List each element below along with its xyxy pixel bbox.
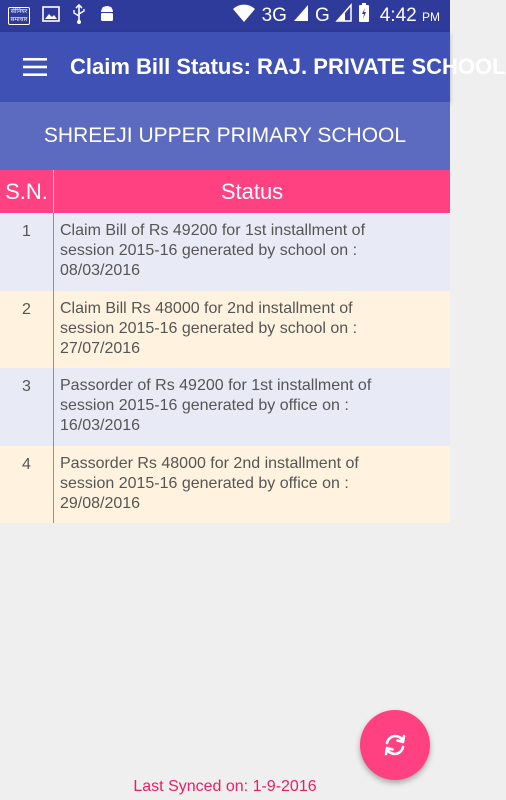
row-sn: 4: [0, 446, 54, 524]
network-g-label: G: [314, 5, 330, 26]
row-sn: 3: [0, 368, 54, 446]
usb-icon: [72, 4, 86, 29]
row-sn: 2: [0, 291, 54, 369]
status-bar: [0, 0, 450, 32]
network-3g-label: 3G: [261, 5, 287, 26]
signal-icon: [293, 4, 309, 28]
app-logo-icon: सीनियर समाचार: [8, 7, 30, 25]
row-status: Passorder of Rs 49200 for 1st installment of session 2015-16 generated by office on : 16/03/2016: [60, 377, 372, 434]
row-status: Passorder Rs 48000 for 2nd installment of session 2015-16 generated by office on : 29/08/2016: [60, 454, 359, 512]
menu-button[interactable]: [0, 32, 70, 102]
table-row: [0, 213, 450, 291]
sync-icon: [381, 731, 409, 759]
image-icon: [42, 6, 60, 27]
table-row: [0, 291, 450, 369]
table-header: [0, 170, 450, 213]
wifi-icon: [232, 4, 256, 28]
battery-icon: [358, 3, 370, 29]
clock: 4:42 PM: [379, 5, 440, 26]
table-row: [0, 368, 450, 446]
app-bar: [0, 32, 506, 102]
hamburger-menu-icon: [23, 58, 47, 76]
sync-button[interactable]: [360, 710, 430, 780]
row-status: Claim Bill of Rs 49200 for 1st installment of session 2015-16 generated by school on : 08/03/2016: [60, 222, 366, 279]
last-synced-text: Last Synced on: 1-9-2016: [133, 778, 317, 795]
header-status: Status: [220, 178, 284, 204]
header-sn: S.N.: [0, 170, 54, 213]
signal-icon-2: [336, 4, 352, 28]
claim-status-table: [0, 170, 450, 523]
table-row: [0, 446, 450, 524]
row-sn: 1: [0, 213, 54, 291]
page-title: Claim Bill Status: RAJ. PRIVATE SCHOOL: [70, 54, 506, 79]
school-name-banner: SHREEJI UPPER PRIMARY SCHOOL: [0, 102, 450, 170]
row-status: Claim Bill Rs 48000 for 2nd installment of session 2015-16 generated by school on : 27/07/2016: [60, 299, 358, 357]
android-icon: [98, 4, 116, 29]
